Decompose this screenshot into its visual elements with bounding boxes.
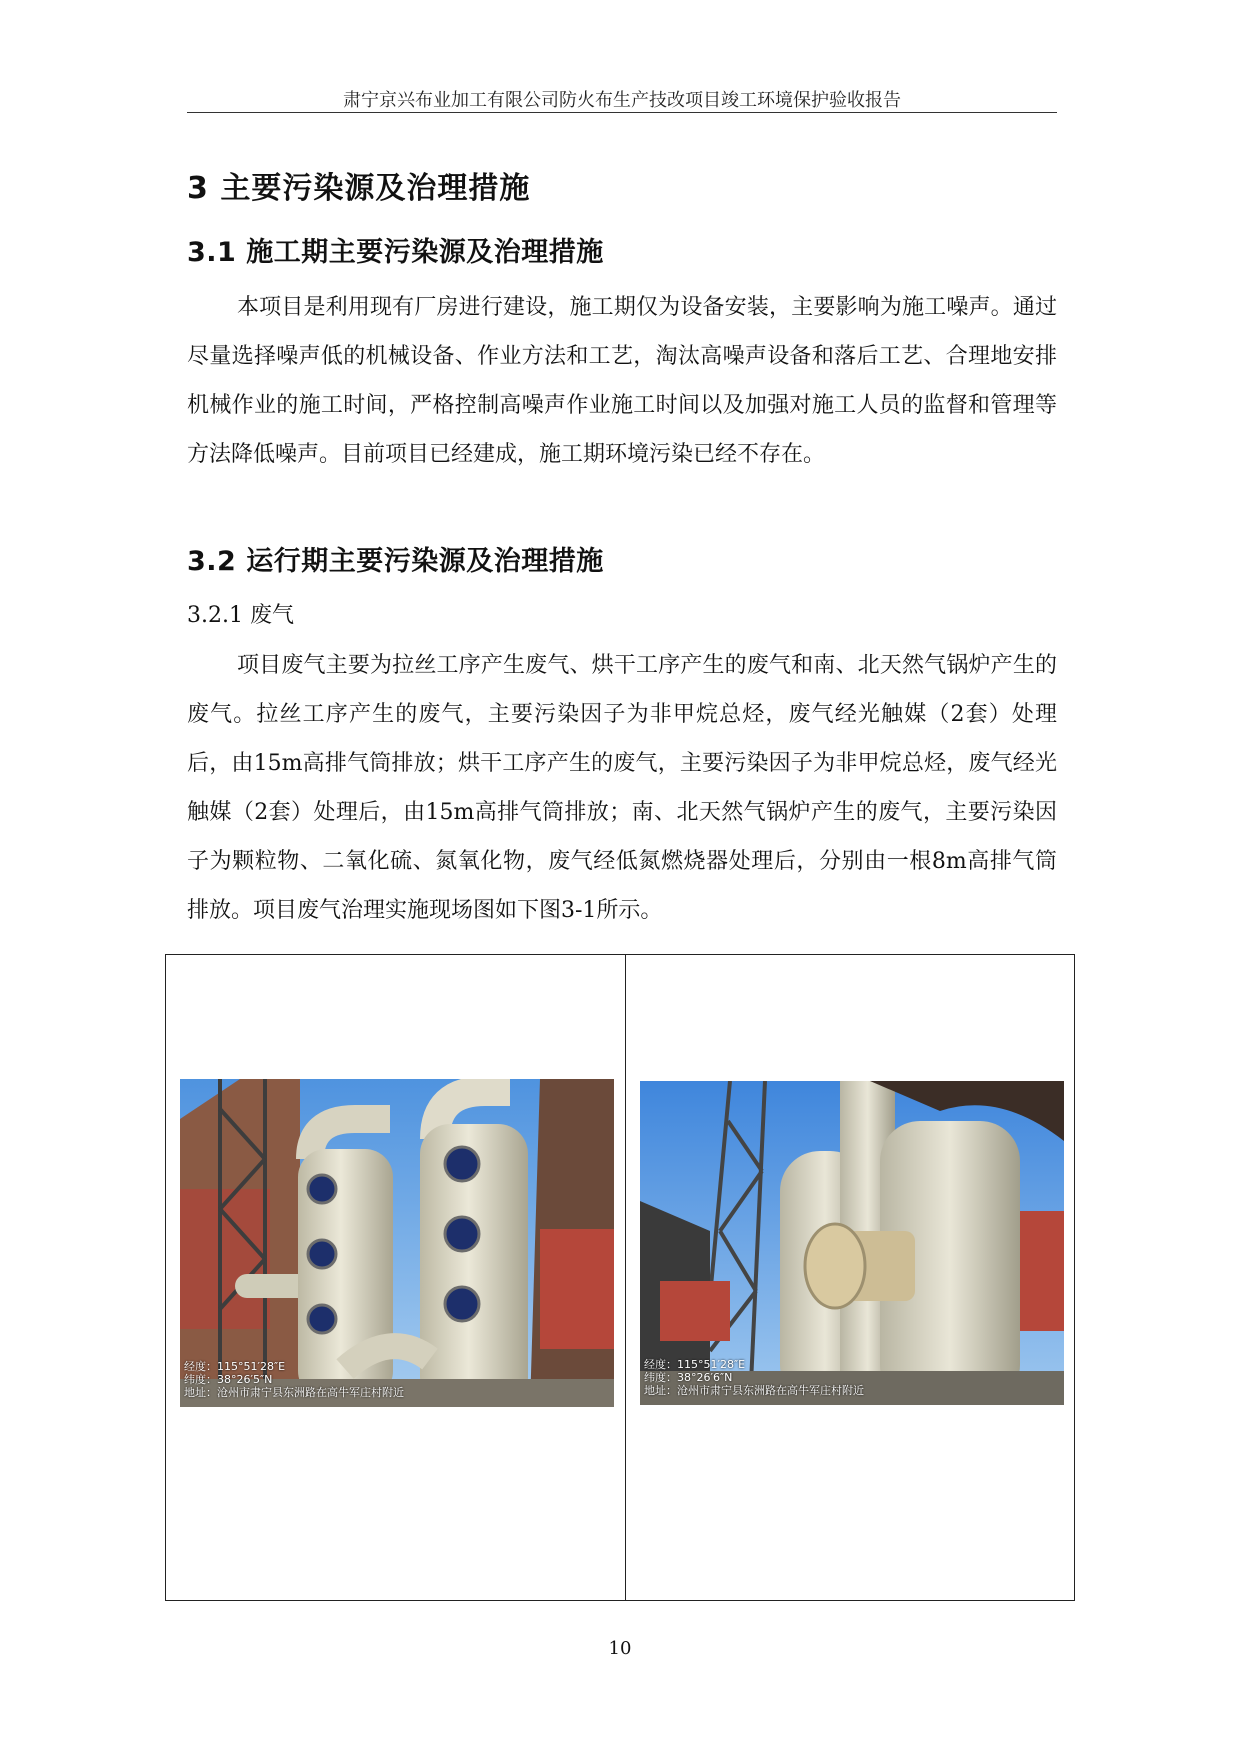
- page-header: 肃宁京兴布业加工有限公司防火布生产技改项目竣工环境保护验收报告: [343, 90, 901, 111]
- paragraph-construction: 本项目是利用现有厂房进行建设，施工期仅为设备安装，主要影响为施工噪声。通过尽量选择噪声低的机械设备、作业方法和工艺，淘汰高噪声设备和落后工艺、合理地安排机械作业的施工时间，严格控制高噪声作业施工时间以及加强对施工人员的监督和管理等方法降低噪声。目前项目已经建成，施工期环境污染已经不存在。: [187, 295, 1057, 467]
- section-heading: 3 主要污染源及治理措施: [187, 171, 531, 206]
- photo-left-geotag: [184, 1360, 404, 1399]
- photo-table: [165, 954, 1075, 1601]
- subsection-heading-3-2: 3.2 运行期主要污染源及治理措施: [187, 546, 604, 577]
- page-number: 10: [608, 1638, 632, 1659]
- table-cell-divider: [625, 955, 626, 1600]
- photo-left-latitude: 纬度：38°26′5″N: [184, 1373, 273, 1386]
- photo-right-image: [640, 1081, 1064, 1405]
- photo-right-longitude: 经度：115°51′28″E: [644, 1358, 746, 1371]
- photo-scrubber-towers-right: [640, 1081, 1064, 1405]
- paragraph-exhaust-gas: 项目废气主要为拉丝工序产生废气、烘干工序产生的废气和南、北天然气锅炉产生的废气。拉丝工序产生的废气，主要污染因子为非甲烷总烃，废气经光触媒（2套）处理后，由15m高排气筒排放；烘干工序产生的废气，主要污染因子为非甲烷总烃，废气经光触媒（2套）处理后，由15m高排气筒排放；南、北天然气锅炉产生的废气，主要污染因子为颗粒物、二氧化硫、氮氧化物，废气经低氮燃烧器处理后，分别由一根8m高排气筒排放。项目废气治理实施现场图如下图3-1所示。: [187, 653, 1057, 923]
- photo-left-longitude: 经度：115°51′28″E: [184, 1360, 286, 1373]
- subsection-heading-3-1: 3.1 施工期主要污染源及治理措施: [187, 237, 604, 268]
- photo-left-image: [180, 1079, 614, 1407]
- header-rule: [187, 112, 1057, 113]
- photo-right-latitude: 纬度：38°26′6″N: [644, 1371, 733, 1384]
- subsubsection-heading-3-2-1: 3.2.1 废气: [187, 603, 294, 628]
- photo-right-address: 地址：沧州市肃宁县东洲路在高牛军庄村附近: [644, 1384, 864, 1397]
- photo-left-address: 地址：沧州市肃宁县东洲路在高牛军庄村附近: [184, 1386, 404, 1399]
- photo-scrubber-towers-left: [180, 1079, 614, 1407]
- photo-right-geotag: [644, 1358, 864, 1397]
